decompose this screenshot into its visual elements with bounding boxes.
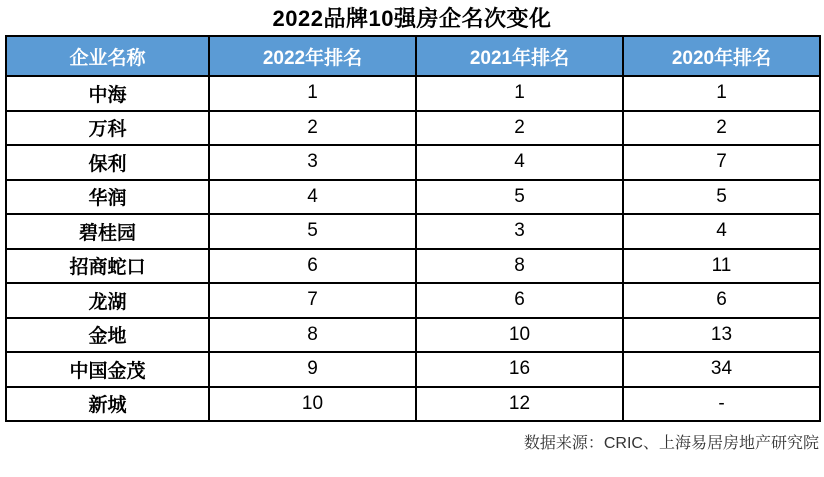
rank-2020-cell: 4 bbox=[623, 214, 820, 249]
rank-2021-cell: 3 bbox=[416, 214, 623, 249]
table-row bbox=[6, 145, 820, 180]
rank-2021-cell: 8 bbox=[416, 249, 623, 284]
company-name-cell: 华润 bbox=[6, 180, 209, 215]
table-row bbox=[6, 111, 820, 146]
company-name-cell: 金地 bbox=[6, 318, 209, 353]
company-name-cell: 保利 bbox=[6, 145, 209, 180]
rank-2021-cell: 6 bbox=[416, 283, 623, 318]
rank-2022-cell: 9 bbox=[209, 352, 416, 387]
header-rank-2021: 2021年排名 bbox=[416, 36, 623, 76]
data-source-note: 数据来源：CRIC、上海易居房地产研究院 bbox=[523, 435, 819, 452]
table-row bbox=[6, 318, 820, 353]
company-name-cell: 中国金茂 bbox=[6, 352, 209, 387]
header-rank-2020: 2020年排名 bbox=[623, 36, 820, 76]
company-name-cell: 碧桂园 bbox=[6, 214, 209, 249]
rank-2021-cell: 16 bbox=[416, 352, 623, 387]
rank-2020-cell: 2 bbox=[623, 111, 820, 146]
header-company-name: 企业名称 bbox=[6, 36, 209, 76]
rank-2022-cell: 4 bbox=[209, 180, 416, 215]
rank-2022-cell: 3 bbox=[209, 145, 416, 180]
company-name-cell: 招商蛇口 bbox=[6, 249, 209, 284]
table-row bbox=[6, 180, 820, 215]
rank-2020-cell: 13 bbox=[623, 318, 820, 353]
rank-2022-cell: 2 bbox=[209, 111, 416, 146]
rank-2022-cell: 5 bbox=[209, 214, 416, 249]
rank-2020-cell: 34 bbox=[623, 352, 820, 387]
company-name-cell: 新城 bbox=[6, 387, 209, 422]
chart-title: 2022品牌10强房企名次变化 bbox=[272, 6, 552, 31]
table-row bbox=[6, 283, 820, 318]
rank-2021-cell: 1 bbox=[416, 76, 623, 111]
table-row bbox=[6, 387, 820, 422]
rank-2020-cell: 6 bbox=[623, 283, 820, 318]
rank-2021-cell: 2 bbox=[416, 111, 623, 146]
table-row bbox=[6, 249, 820, 284]
table-row bbox=[6, 352, 820, 387]
rank-2021-cell: 4 bbox=[416, 145, 623, 180]
rank-2022-cell: 6 bbox=[209, 249, 416, 284]
rank-2020-cell: 11 bbox=[623, 249, 820, 284]
rank-2022-cell: 1 bbox=[209, 76, 416, 111]
rank-2022-cell: 8 bbox=[209, 318, 416, 353]
table-row bbox=[6, 76, 820, 111]
rank-2020-cell: 1 bbox=[623, 76, 820, 111]
rank-2020-cell: 7 bbox=[623, 145, 820, 180]
rank-2020-cell: - bbox=[623, 387, 820, 422]
table-row bbox=[6, 214, 820, 249]
company-name-cell: 万科 bbox=[6, 111, 209, 146]
rank-2020-cell: 5 bbox=[623, 180, 820, 215]
rank-2021-cell: 10 bbox=[416, 318, 623, 353]
company-name-cell: 中海 bbox=[6, 76, 209, 111]
rank-2021-cell: 5 bbox=[416, 180, 623, 215]
rank-2022-cell: 7 bbox=[209, 283, 416, 318]
header-row bbox=[6, 36, 820, 76]
rank-2022-cell: 10 bbox=[209, 387, 416, 422]
rank-2021-cell: 12 bbox=[416, 387, 623, 422]
header-rank-2022: 2022年排名 bbox=[209, 36, 416, 76]
ranking-table bbox=[5, 35, 821, 422]
company-name-cell: 龙湖 bbox=[6, 283, 209, 318]
